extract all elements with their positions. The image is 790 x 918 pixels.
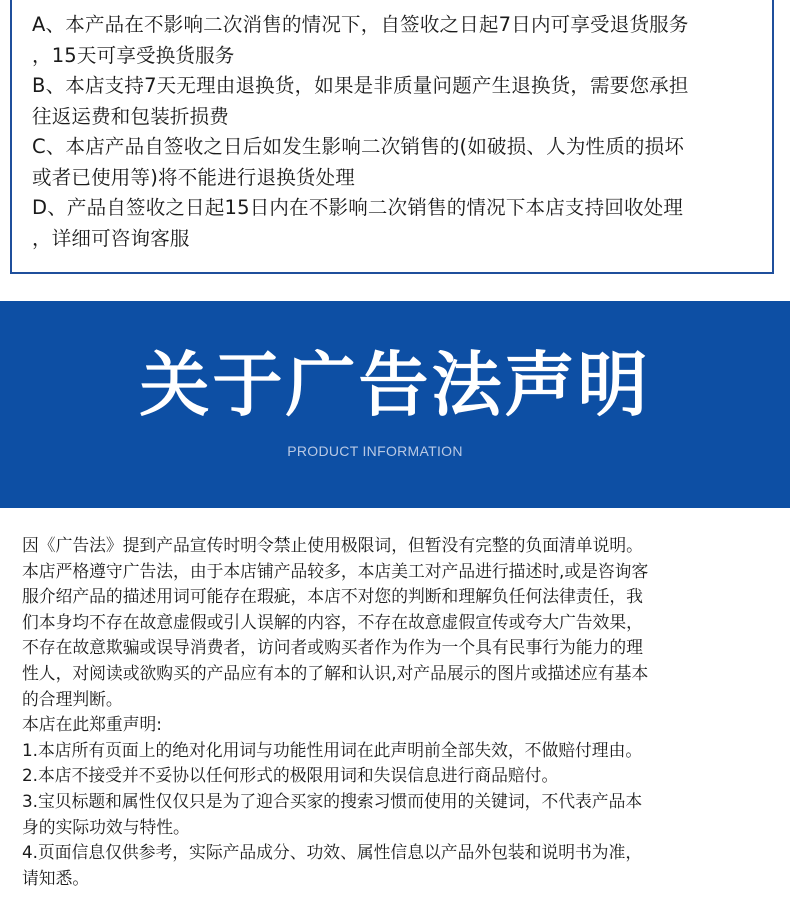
statement-line: 因《广告法》提到产品宣传时明令禁止使用极限词，但暂没有完整的负面清单说明。: [22, 535, 643, 555]
policy-line: A、本产品在不影响二次消售的情况下，自签收之日起7日内可享受退货服务: [32, 13, 689, 36]
statement-line: 们本身均不存在故意虚假或引人误解的内容，不存在故意虚假宣传或夸大广告效果，: [22, 611, 643, 632]
ad-law-banner: [0, 301, 790, 508]
policy-line: B、本店支持7天无理由退换货，如果是非质量问题产生退换货，需要您承担: [32, 74, 689, 97]
policy-line: ，15天可享受换货服务: [32, 43, 235, 67]
policy-line: C、本店产品自签收之日后如发生影响二次销售的(如破损、人为性质的损坏: [32, 135, 685, 158]
banner-subtitle: PRODUCT INFORMATION: [287, 443, 463, 459]
statement-line: 4.页面信息仅供参考，实际产品成分、功效、属性信息以产品外包装和说明书为准，: [22, 842, 643, 863]
statement-line: 身的实际功效与特性。: [22, 816, 190, 837]
return-policy-box: [10, 0, 774, 274]
statement-line: 本店严格遵守广告法，由于本店铺产品较多，本店美工对产品进行描述时,或是咨询客: [22, 560, 649, 581]
ad-law-statement: [22, 533, 782, 891]
banner-title: 关于广告法声明: [139, 344, 651, 426]
statement-line: 不存在故意欺骗或误导消费者，访问者或购买者作为作为一个具有民事行为能力的理: [22, 637, 643, 658]
statement-line: 3.宝贝标题和属性仅仅只是为了迎合买家的搜索习惯而使用的关键词，不代表产品本: [22, 790, 643, 811]
statement-line: 1.本店所有页面上的绝对化用词与功能性用词在此声明前全部失效，不做赔付理由。: [22, 739, 643, 760]
statement-line: 2.本店不接受并不妥协以任何形式的极限用词和失误信息进行商品赔付。: [22, 765, 559, 786]
statement-line: 请知悉。: [22, 867, 90, 888]
policy-line: ，详细可咨询客服: [32, 226, 190, 250]
statement-line: 本店在此郑重声明:: [22, 714, 162, 735]
statement-line: 服介绍产品的描述用词可能存在瑕疵，本店不对您的判断和理解负任何法律责任，我: [22, 586, 643, 607]
policy-line: D、产品自签收之日起15日内在不影响二次销售的情况下本店支持回收处理: [32, 196, 684, 219]
policy-line: 往返运费和包装折损费: [32, 104, 230, 128]
statement-line: 性人，对阅读或欲购买的产品应有本的了解和认识,对产品展示的图片或描述应有基本: [22, 662, 649, 683]
policy-line: 或者已使用等)将不能进行退换货处理: [32, 165, 356, 189]
statement-line: 的合理判断。: [22, 688, 123, 709]
